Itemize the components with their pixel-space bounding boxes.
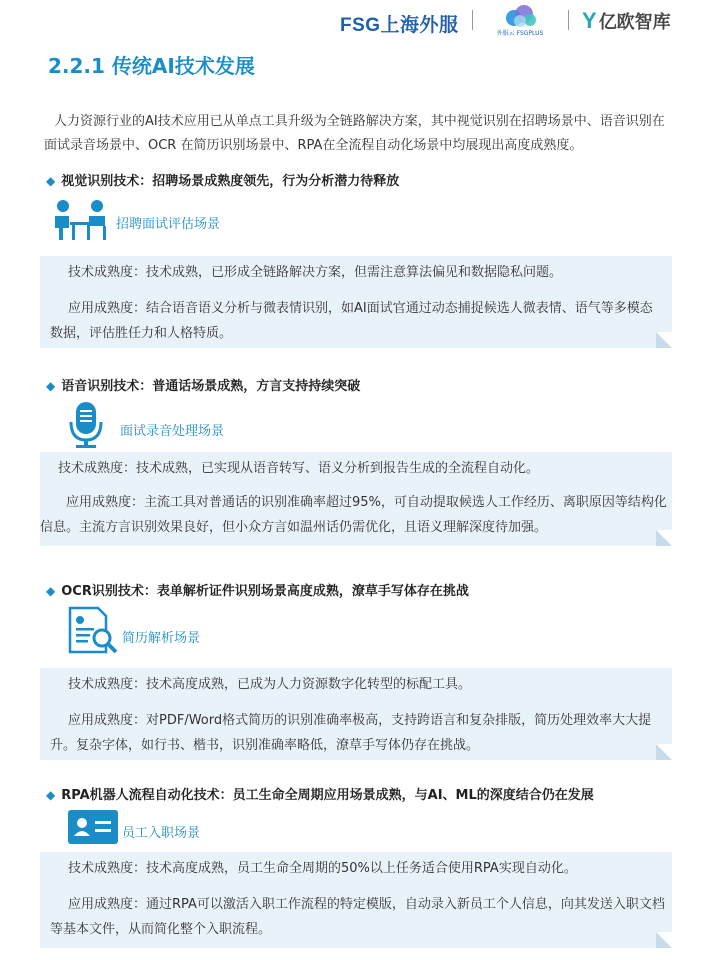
logo-divider (568, 10, 569, 30)
yiou-logo: Y 亿欧智库 (582, 8, 671, 33)
intro-paragraph: 人力资源行业的AI技术应用已从单点工具升级为全链路解决方案，其中视觉识别在招聘场景中、语音识别在面试录音场景中、OCR 在简历识别场景中、RPA在全流程自动化场景中均展现出高度成熟度。 (44, 114, 665, 153)
page-title: 2.2.1 传统AI技术发展 (48, 54, 255, 78)
maturity-text: 技术成熟度：技术成熟，已实现从语音转写、语义分析到报告生成的全流程自动化。 (58, 461, 540, 476)
section-heading: ◆ 语音识别技术：普通话场景成熟，方言支持持续突破 (46, 379, 361, 394)
maturity-text: 技术成熟度：技术高度成熟，员工生命全周期的50%以上任务适合使用RPA实现自动化。 (68, 861, 577, 876)
id-card-icon (68, 810, 118, 848)
interview-icon (52, 198, 110, 246)
scene-label: 员工入职场景 (122, 826, 201, 841)
diamond-bullet-icon: ◆ (46, 174, 56, 188)
application-text: 应用成熟度：通过RPA可以激活入职工作流程的特定模版，自动录入新员工个人信息，向其发送入职文档等基本文件，从而简化整个入职流程。 (50, 897, 665, 937)
maturity-text: 技术成熟度：技术高度成熟，已成为人力资源数字化转型的标配工具。 (68, 677, 472, 692)
document-search-icon (66, 606, 120, 660)
scene-label: 招聘面试评估场景 (116, 217, 221, 232)
application-text: 应用成熟度：对PDF/Word格式简历的识别准确率极高，支持跨语言和复杂排版，简历处理效率大大提升。复杂字体，如行书、楷书，识别准确率略低，潦草手写体仍存在挑战。 (50, 713, 652, 753)
application-text: 应用成熟度：结合语音语义分析与微表情识别，如AI面试官通过动态捕捉候选人微表情、语气等多模态数据，评估胜任力和人格特质。 (50, 301, 653, 341)
diamond-bullet-icon: ◆ (46, 379, 56, 393)
section-heading: ◆ OCR识别技术：表单解析证件识别场景高度成熟，潦草手写体存在挑战 (46, 584, 469, 599)
section-panel (40, 452, 672, 546)
application-text: 应用成熟度：主流工具对普通话的识别准确率超过95%，可自动提取候选人工作经历、离职原因等结构化信息。主流方言识别效果良好，但小众方言如温州话仍需优化，且语义理解深度待加强。 (40, 495, 667, 535)
section-panel (40, 256, 672, 348)
section-heading: ◆ 视觉识别技术：招聘场景成熟度领先，行为分析潜力待释放 (46, 174, 400, 189)
fsg-logo: FSG上海外服 (340, 15, 459, 36)
fsgplus-logo: 外服云 FSGPLUS (490, 4, 550, 38)
page-header (0, 0, 720, 40)
diamond-bullet-icon: ◆ (46, 584, 56, 598)
fsgplus-cloud-icon (490, 4, 550, 30)
section-panel (40, 668, 672, 760)
microphone-icon (66, 400, 106, 454)
scene-label: 简历解析场景 (122, 631, 201, 646)
section-heading: ◆ RPA机器人流程自动化技术：员工生命全周期应用场景成熟，与AI、ML的深度结合仍在发展 (46, 788, 594, 803)
logo-divider (472, 10, 473, 30)
section-panel (40, 852, 672, 948)
diamond-bullet-icon: ◆ (46, 788, 56, 802)
maturity-text: 技术成熟度：技术成熟，已形成全链路解决方案，但需注意算法偏见和数据隐私问题。 (68, 265, 563, 280)
scene-label: 面试录音处理场景 (120, 424, 225, 439)
